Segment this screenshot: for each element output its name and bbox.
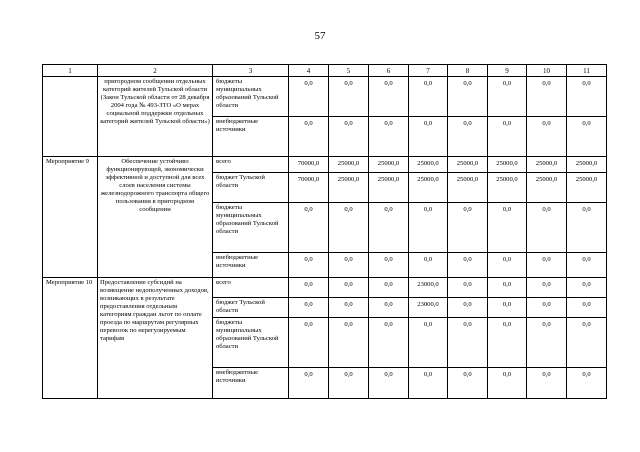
amount-cell: 25000,0 (488, 157, 527, 173)
amount-cell: 0,0 (527, 203, 567, 253)
amount-cell: 0,0 (329, 368, 369, 399)
amount-cell: 0,0 (369, 278, 409, 298)
amount-cell: 0,0 (567, 77, 607, 117)
amount-cell: 25000,0 (448, 157, 488, 173)
column-header: 9 (488, 65, 527, 77)
table-row (43, 77, 607, 117)
amount-cell: 0,0 (409, 203, 448, 253)
amount-cell: 25000,0 (329, 157, 369, 173)
amount-cell: 0,0 (567, 318, 607, 368)
column-header: 11 (567, 65, 607, 77)
amount-cell: 0,0 (448, 318, 488, 368)
amount-cell: 25000,0 (488, 173, 527, 203)
amount-cell: 25000,0 (567, 157, 607, 173)
amount-cell: 0,0 (289, 253, 329, 278)
amount-cell: 0,0 (369, 298, 409, 318)
amount-cell: 0,0 (329, 278, 369, 298)
table-body (43, 65, 607, 399)
amount-cell: 0,0 (329, 117, 369, 157)
amount-cell: 0,0 (289, 278, 329, 298)
funding-source: внебюджетные источники (213, 368, 289, 399)
amount-cell: 0,0 (448, 77, 488, 117)
amount-cell: 0,0 (527, 253, 567, 278)
event-description: Предоставление субсидий на возмещение недополученных доходов, возникающих в результате предоставления отдельным категориям граждан льгот по оплате проезда по маршрутам регулярных перевозок по нерегулируемым тарифам (98, 278, 213, 399)
amount-cell: 0,0 (448, 253, 488, 278)
funding-source: внебюджетные источники (213, 117, 289, 157)
funding-source: бюджеты муниципальных образований Тульской области (213, 203, 289, 253)
amount-cell: 0,0 (527, 318, 567, 368)
amount-cell: 0,0 (289, 203, 329, 253)
event-description: пригородном сообщении отдельных категорий жителей Тульской области (Закон Тульской области от 28 декабря 2004 года № 493-ЗТО «О мерах социальной поддержки отдельных категорий жителей Тульской области») (98, 77, 213, 157)
amount-cell: 0,0 (527, 298, 567, 318)
amount-cell: 70000,0 (289, 173, 329, 203)
amount-cell: 0,0 (527, 117, 567, 157)
amount-cell: 0,0 (409, 253, 448, 278)
amount-cell: 0,0 (488, 117, 527, 157)
column-header: 6 (369, 65, 409, 77)
amount-cell: 25000,0 (448, 173, 488, 203)
event-name: Мероприятие 10 (43, 278, 98, 399)
amount-cell: 25000,0 (329, 173, 369, 203)
amount-cell: 0,0 (448, 368, 488, 399)
amount-cell: 25000,0 (369, 173, 409, 203)
amount-cell: 25000,0 (527, 157, 567, 173)
amount-cell: 0,0 (409, 318, 448, 368)
event-name: Мероприятие 9 (43, 157, 98, 278)
amount-cell: 0,0 (329, 203, 369, 253)
funding-source: бюджеты муниципальных образований Тульской области (213, 318, 289, 368)
funding-source: бюджет Тульской области (213, 298, 289, 318)
amount-cell: 0,0 (448, 203, 488, 253)
column-header: 7 (409, 65, 448, 77)
amount-cell: 0,0 (567, 253, 607, 278)
amount-cell: 0,0 (369, 253, 409, 278)
amount-cell: 0,0 (527, 278, 567, 298)
amount-cell: 0,0 (488, 253, 527, 278)
amount-cell: 0,0 (448, 278, 488, 298)
table-row (43, 157, 607, 173)
amount-cell: 0,0 (448, 298, 488, 318)
amount-cell: 0,0 (369, 77, 409, 117)
amount-cell: 25000,0 (527, 173, 567, 203)
amount-cell: 25000,0 (369, 157, 409, 173)
amount-cell: 23000,0 (409, 278, 448, 298)
column-header: 4 (289, 65, 329, 77)
amount-cell: 0,0 (329, 298, 369, 318)
amount-cell: 0,0 (488, 298, 527, 318)
column-header: 10 (527, 65, 567, 77)
amount-cell: 0,0 (488, 368, 527, 399)
amount-cell: 0,0 (289, 368, 329, 399)
amount-cell: 0,0 (369, 117, 409, 157)
page-number: 57 (314, 30, 326, 42)
amount-cell: 0,0 (567, 278, 607, 298)
event-cell (43, 77, 98, 157)
amount-cell: 0,0 (329, 253, 369, 278)
funding-source: бюджет Тульской области (213, 173, 289, 203)
amount-cell: 0,0 (289, 77, 329, 117)
amount-cell: 70000,0 (289, 157, 329, 173)
amount-cell: 25000,0 (409, 157, 448, 173)
amount-cell: 0,0 (369, 368, 409, 399)
amount-cell: 0,0 (488, 318, 527, 368)
amount-cell: 0,0 (527, 77, 567, 117)
amount-cell: 0,0 (329, 318, 369, 368)
amount-cell: 0,0 (448, 117, 488, 157)
column-header: 5 (329, 65, 369, 77)
financing-table (42, 64, 607, 399)
amount-cell: 0,0 (409, 117, 448, 157)
amount-cell: 0,0 (409, 368, 448, 399)
amount-cell: 0,0 (567, 203, 607, 253)
amount-cell: 0,0 (488, 203, 527, 253)
column-header: 3 (213, 65, 289, 77)
column-header: 2 (98, 65, 213, 77)
amount-cell: 0,0 (567, 117, 607, 157)
funding-source: всего (213, 157, 289, 173)
amount-cell: 0,0 (289, 117, 329, 157)
amount-cell: 0,0 (567, 298, 607, 318)
event-description: Обеспечение устойчиво функционирующей, экономически эффективной и доступной для всех слоев населения системы железнодорожного транспорта общего пользования в пригородном сообщении (98, 157, 213, 278)
funding-source: внебюджетные источники (213, 253, 289, 278)
amount-cell: 0,0 (369, 203, 409, 253)
amount-cell: 0,0 (329, 77, 369, 117)
table-row (43, 278, 607, 298)
column-header: 8 (448, 65, 488, 77)
amount-cell: 25000,0 (567, 173, 607, 203)
amount-cell: 0,0 (369, 318, 409, 368)
amount-cell: 0,0 (567, 368, 607, 399)
amount-cell: 0,0 (488, 278, 527, 298)
amount-cell: 0,0 (289, 318, 329, 368)
column-header: 1 (43, 65, 98, 77)
funding-source: бюджеты муниципальных образований Тульской области (213, 77, 289, 117)
amount-cell: 0,0 (488, 77, 527, 117)
funding-source: всего (213, 278, 289, 298)
column-header-row (43, 65, 607, 77)
amount-cell: 23000,0 (409, 298, 448, 318)
amount-cell: 0,0 (527, 368, 567, 399)
amount-cell: 25000,0 (409, 173, 448, 203)
amount-cell: 0,0 (289, 298, 329, 318)
amount-cell: 0,0 (409, 77, 448, 117)
